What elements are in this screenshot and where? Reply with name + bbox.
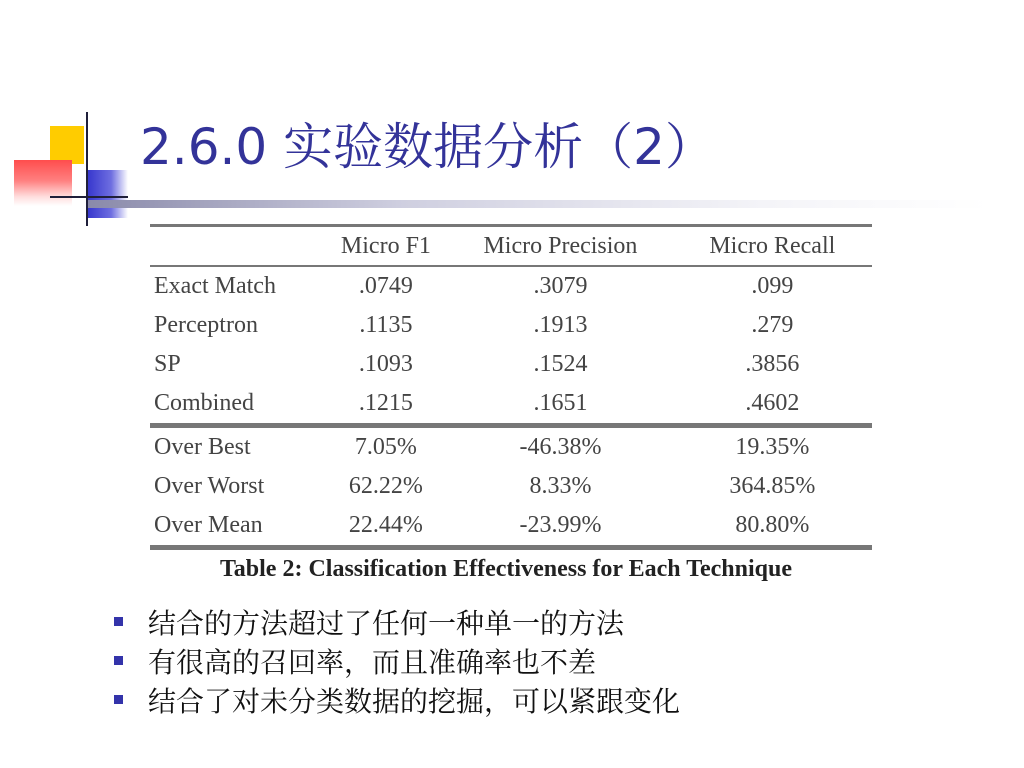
- row-label: Over Best: [154, 434, 251, 460]
- table-caption: Table 2: Classification Effectiveness for Each Technique: [219, 556, 793, 582]
- list-item: [114, 680, 680, 719]
- list-item: [114, 641, 680, 680]
- header-cell-micro-f1: Micro F1: [340, 232, 431, 259]
- row-label: Perceptron: [154, 312, 258, 338]
- table-row: [150, 506, 872, 548]
- cell-micro-recall: 19.35%: [735, 434, 810, 460]
- cell-micro-recall: .279: [751, 312, 794, 338]
- decor-blue-square: [86, 170, 128, 218]
- cell-micro-precision: .3079: [533, 273, 588, 299]
- cell-micro-recall: .3856: [745, 351, 800, 377]
- table-row: [150, 467, 872, 506]
- cell-micro-precision: -23.99%: [519, 512, 602, 538]
- row-label: Exact Match: [154, 273, 276, 299]
- cell-micro-precision: .1651: [533, 390, 588, 416]
- table-row: [150, 266, 872, 306]
- cell-micro-precision: .1524: [533, 351, 588, 377]
- cell-micro-f1: .0749: [358, 273, 413, 299]
- bullet-list: [114, 602, 680, 719]
- cell-micro-precision: -46.38%: [519, 434, 602, 460]
- cell-micro-recall: 80.80%: [735, 512, 810, 538]
- bullet-text: 结合的方法超过了任何一种单一的方法: [148, 606, 625, 640]
- decor-yellow-square: [50, 126, 84, 164]
- table-row: [150, 345, 872, 384]
- square-bullet-icon: [114, 656, 123, 665]
- cell-micro-recall: .099: [751, 273, 794, 299]
- results-table: [150, 224, 872, 550]
- table-row: [150, 306, 872, 345]
- square-bullet-icon: [114, 695, 123, 704]
- list-item: [114, 602, 680, 641]
- cell-micro-recall: .4602: [745, 390, 800, 416]
- cell-micro-f1: 7.05%: [354, 434, 417, 460]
- header-cell-micro-recall: Micro Recall: [709, 232, 836, 259]
- table-row: [150, 384, 872, 426]
- cell-micro-precision: .1913: [533, 312, 588, 338]
- row-label: Combined: [154, 390, 254, 416]
- title-underline: [88, 200, 988, 208]
- cell-micro-recall: 364.85%: [729, 473, 816, 499]
- row-label: Over Worst: [154, 473, 265, 499]
- table-header-row: [150, 226, 872, 267]
- decor-horizontal-line: [50, 196, 128, 198]
- square-bullet-icon: [114, 617, 123, 626]
- table-row: [150, 426, 872, 468]
- cell-micro-precision: 8.33%: [529, 473, 592, 499]
- row-label: Over Mean: [154, 512, 263, 538]
- bullet-text: 有很高的召回率，而且准确率也不差: [148, 645, 597, 679]
- header-cell-technique: [150, 226, 324, 267]
- decor-vertical-line: [86, 112, 88, 226]
- cell-micro-f1: .1215: [358, 390, 413, 416]
- results-table-figure: [150, 224, 872, 583]
- cell-micro-f1: 62.22%: [348, 473, 423, 499]
- row-label: SP: [154, 351, 181, 377]
- header-cell-micro-precision: Micro Precision: [483, 232, 638, 259]
- cell-micro-f1: .1093: [358, 351, 413, 377]
- slide-title: 2.6.0 实验数据分析（2）: [140, 118, 715, 176]
- decor-red-square: [14, 160, 72, 206]
- cell-micro-f1: 22.44%: [348, 512, 423, 538]
- bullet-text: 结合了对未分类数据的挖掘，可以紧跟变化: [148, 684, 681, 718]
- cell-micro-f1: .1135: [359, 312, 413, 338]
